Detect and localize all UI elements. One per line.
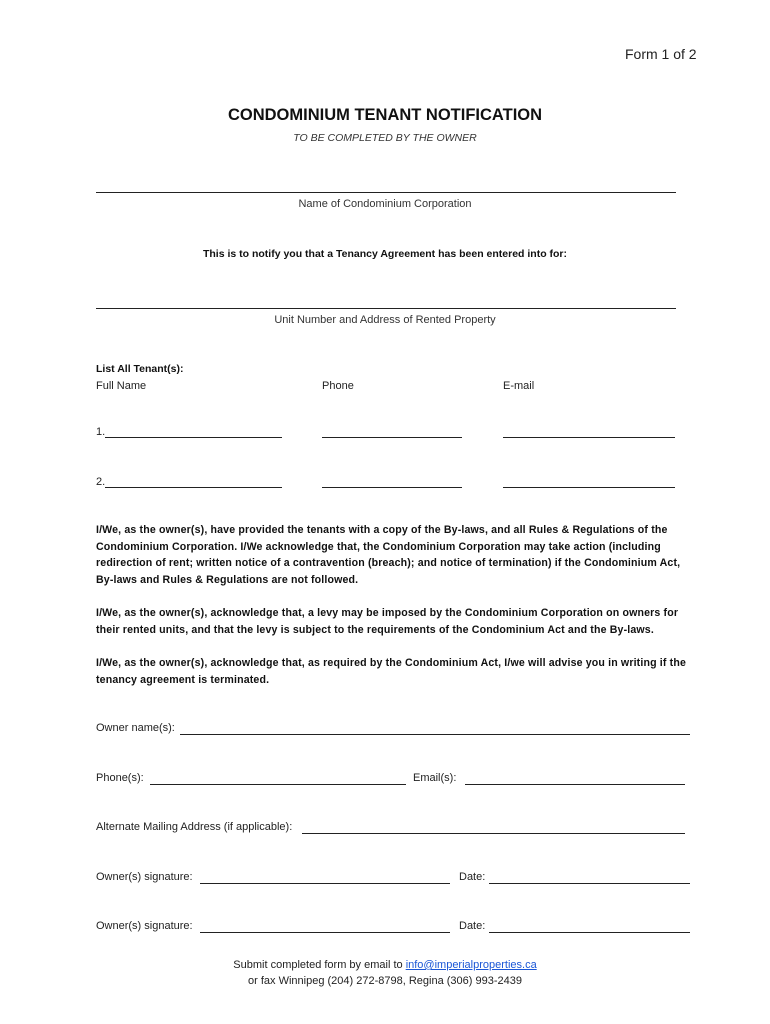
page-label: Form 1 of 2 — [625, 46, 697, 62]
corporation-name-label: Name of Condominium Corporation — [298, 198, 472, 210]
tenant-2-name-field[interactable] — [105, 487, 282, 488]
notice-statement: This is to notify you that a Tenancy Agreement has been entered into for: — [202, 248, 568, 260]
tenant-2-phone-field[interactable] — [322, 487, 462, 488]
submit-instructions — [0, 959, 770, 971]
tenant-1-name-field[interactable] — [105, 437, 282, 438]
owner-names-label: Owner name(s): — [96, 722, 175, 734]
signature-1-label: Owner(s) signature: — [96, 871, 193, 883]
property-address-field[interactable] — [96, 308, 676, 309]
signature-2-label: Owner(s) signature: — [96, 920, 193, 932]
submit-email-link[interactable]: info@imperialproperties.ca — [405, 959, 537, 971]
form-title: CONDOMINIUM TENANT NOTIFICATION — [227, 106, 543, 124]
acknowledgement-levy: I/We, as the owner(s), acknowledge that, a levy may be imposed by the Condominium Corporation on owners for their rented units, and that the levy is subject to the requirements of the Condominium Act and the By-laws. — [96, 607, 679, 636]
tenant-row-number: 2. — [96, 476, 106, 488]
date-2-label: Date: — [459, 920, 486, 932]
tenant-1-phone-field[interactable] — [322, 437, 462, 438]
signature-2-field[interactable] — [200, 932, 450, 933]
tenant-1-email-field[interactable] — [503, 437, 675, 438]
owner-names-field[interactable] — [180, 734, 690, 735]
owner-emails-label: Email(s): — [413, 772, 457, 784]
date-2-field[interactable] — [489, 932, 690, 933]
acknowledgement-bylaws: I/We, as the owner(s), have provided the tenants with a copy of the By-laws, and all Rules & Regulations of the Condominium Corporation. I/We acknowledge that, the Condominium Corporation may take action (including redirection of rent; written notice of a contravention (breach); and notice of termination) if the Condominium Act, By-laws and Rules & Regulations are not followed. — [96, 524, 681, 586]
date-1-field[interactable] — [489, 883, 690, 884]
property-address-label: Unit Number and Address of Rented Property — [274, 314, 496, 326]
date-1-label: Date: — [459, 871, 486, 883]
fax-instructions: or fax Winnipeg (204) 272-8798, Regina (306) 993-2439 — [248, 975, 522, 987]
submit-prefix: Submit completed form by email to — [233, 959, 406, 971]
column-full-name: Full Name — [96, 380, 147, 392]
form-subtitle: TO BE COMPLETED BY THE OWNER — [293, 132, 477, 144]
acknowledgement-termination: I/We, as the owner(s), acknowledge that, as required by the Condominium Act, I/we will advise you in writing if the tenancy agreement is terminated. — [96, 657, 686, 686]
owner-emails-field[interactable] — [465, 784, 685, 785]
corporation-name-field[interactable] — [96, 192, 676, 193]
tenant-row-number: 1. — [96, 426, 106, 438]
tenant-2-email-field[interactable] — [503, 487, 675, 488]
signature-1-field[interactable] — [200, 883, 450, 884]
column-phone: Phone — [322, 380, 354, 392]
alt-address-label: Alternate Mailing Address (if applicable): — [96, 821, 293, 833]
owner-phones-field[interactable] — [150, 784, 406, 785]
alt-address-field[interactable] — [302, 833, 685, 834]
owner-phones-label: Phone(s): — [96, 772, 144, 784]
tenants-heading: List All Tenant(s): — [96, 363, 184, 375]
column-email: E-mail — [503, 380, 535, 392]
